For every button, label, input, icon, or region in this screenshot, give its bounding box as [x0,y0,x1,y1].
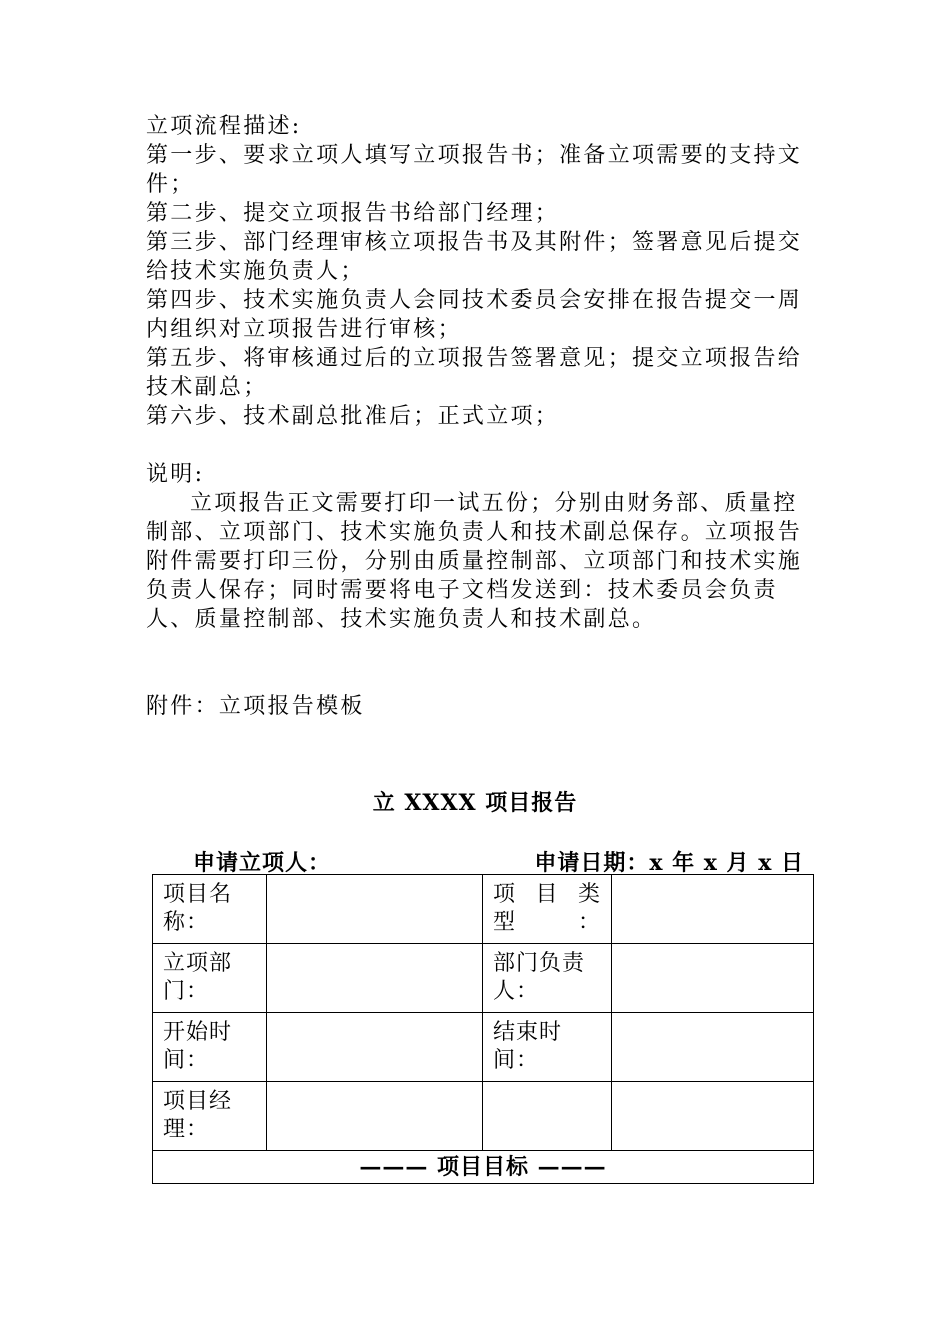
end-time-label: 结束时间： [483,1013,612,1082]
department-label: 立项部门： [153,944,267,1013]
notes-body: 立项报告正文需要打印一试五份；分别由财务部、质量控制部、立项部门、技术实施负责人和技术副总保存。立项报告附件需要打印三份，分别由质量控制部、立项部门和技术实施负责人保存；同时需要将电子文档发送到：技术委员会负责人、质量控制部、技术实施负责人和技术副总。 [146,491,803,632]
project-report-form [152,874,814,1184]
department-head-label: 部门负责人： [483,944,612,1013]
end-time-field[interactable] [612,1013,814,1082]
project-name-label: 项目名称： [153,875,267,944]
form-row [153,1013,814,1082]
process-step-2: 第二步、提交立项报告书给部门经理； [146,201,560,226]
process-step-5: 第五步、将审核通过后的立项报告签署意见；提交立项报告给技术副总； [146,346,803,400]
project-goal-header: ——— 项目目标 ——— [153,1151,814,1184]
document-body [146,112,810,721]
report-title: 立 XXXX 项目报告 [372,790,578,816]
process-step-3: 第三步、部门经理审核立项报告书及其附件；签署意见后提交给技术实施负责人； [146,230,803,284]
notes-heading: 说明: [146,462,205,487]
department-head-field[interactable] [612,944,814,1013]
form-row [153,944,814,1013]
process-heading: 立项流程描述: [146,114,302,139]
empty-label-cell [483,1082,612,1151]
form-row [153,1082,814,1151]
attachment-line: 附件：立项报告模板 [146,694,365,719]
project-manager-field[interactable] [267,1082,483,1151]
process-step-4: 第四步、技术实施负责人会同技术委员会安排在报告提交一周内组织对立项报告进行审核； [146,288,803,342]
project-manager-label: 项目经理： [153,1082,267,1151]
applicant-label: 申请立项人： [193,850,332,876]
blank-line [146,431,810,460]
project-type-field[interactable] [612,875,814,944]
empty-value-cell[interactable] [612,1082,814,1151]
form-row [153,875,814,944]
apply-date-label: 申请日期：x 年 x 月 x 日 [534,850,804,876]
project-name-field[interactable] [267,875,483,944]
process-step-1: 第一步、要求立项人填写立项报告书；准备立项需要的支持文件； [146,143,803,197]
department-field[interactable] [267,944,483,1013]
process-step-6: 第六步、技术副总批准后；正式立项； [146,404,560,429]
start-time-field[interactable] [267,1013,483,1082]
start-time-label: 开始时间： [153,1013,267,1082]
form-row [153,1151,814,1184]
project-type-label: 项 目 类型： [483,875,612,944]
